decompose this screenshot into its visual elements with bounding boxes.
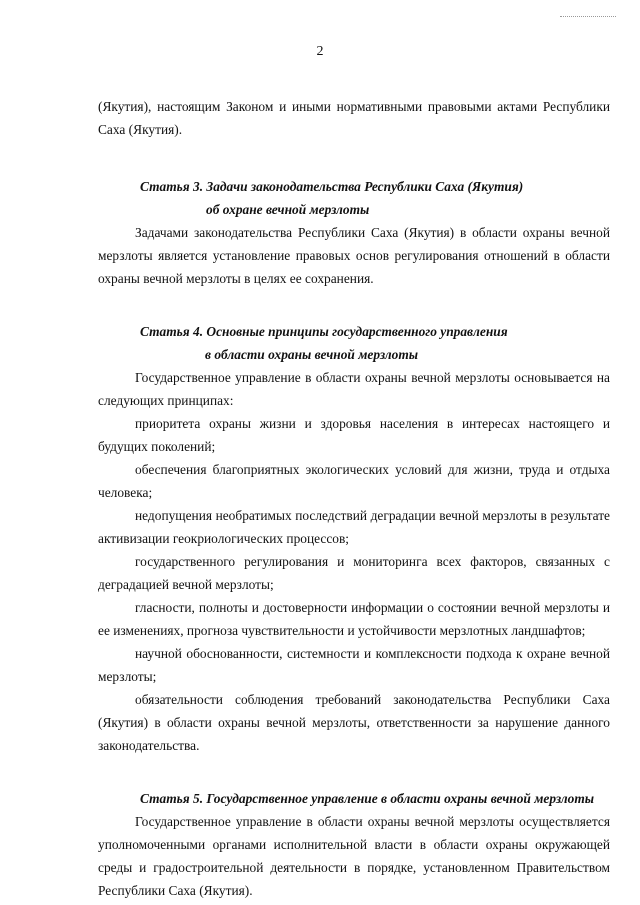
principle-item: гласности, полноты и достоверности информации о состоянии вечной мерзлоты и ее изменениях, прогноза чувствительности и устойчивости мерзлотных ландшафтов;	[98, 600, 610, 638]
article-3-title-cont: об охране вечной мерзлоты	[206, 202, 370, 217]
principle-item: государственного регулирования и мониторинга всех факторов, связанных с деградацией вечной мерзлоты;	[98, 554, 610, 592]
article-3-title: Статья 3. Задачи законодательства Республики Саха (Якутия)	[140, 179, 524, 194]
article-5-title: Статья 5. Государственное управление в области охраны вечной мерзлоты	[140, 791, 595, 806]
article-3-body: Задачами законодательства Республики Саха (Якутия) в области охраны вечной мерзлоты является установление правовых основ регулирования отношений в области охраны вечной мерзлоты в целях ее сохранения.	[98, 225, 610, 286]
principle-item: обеспечения благоприятных экологических условий для жизни, труда и отдыха человека;	[98, 462, 610, 500]
principle-item: недопущения необратимых последствий деградации вечной мерзлоты в результате активизации геокриологических процессов;	[98, 508, 610, 546]
article-4-lead: Государственное управление в области охраны вечной мерзлоты основывается на следующих принципах:	[98, 370, 610, 408]
article-5-body: Государственное управление в области охраны вечной мерзлоты осуществляется уполномоченными органами исполнительной власти в области охраны окружающей среды и градостроительной деятельности в порядке, установленном Правительством Республики Саха (Якутия).	[98, 814, 610, 898]
principle-item: обязательности соблюдения требований законодательства Республики Саха (Якутия) в области охраны вечной мерзлоты, ответственности за нарушение данного законодательства.	[98, 692, 610, 753]
principle-item: научной обоснованности, системности и комплексности подхода к охране вечной мерзлоты;	[98, 646, 610, 684]
principle-item: приоритета охраны жизни и здоровья населения в интересах настоящего и будущих поколений;	[98, 416, 610, 454]
document-body	[98, 95, 610, 902]
article-4-title-cont: в области охраны вечной мерзлоты	[205, 347, 419, 362]
page-number: 2	[316, 44, 324, 59]
scan-mark	[560, 16, 616, 19]
article-4-title: Статья 4. Основные принципы государственного управления	[140, 324, 508, 339]
intro-paragraph: (Якутия), настоящим Законом и иными нормативными правовыми актами Республики Саха (Якутия).	[98, 99, 610, 137]
